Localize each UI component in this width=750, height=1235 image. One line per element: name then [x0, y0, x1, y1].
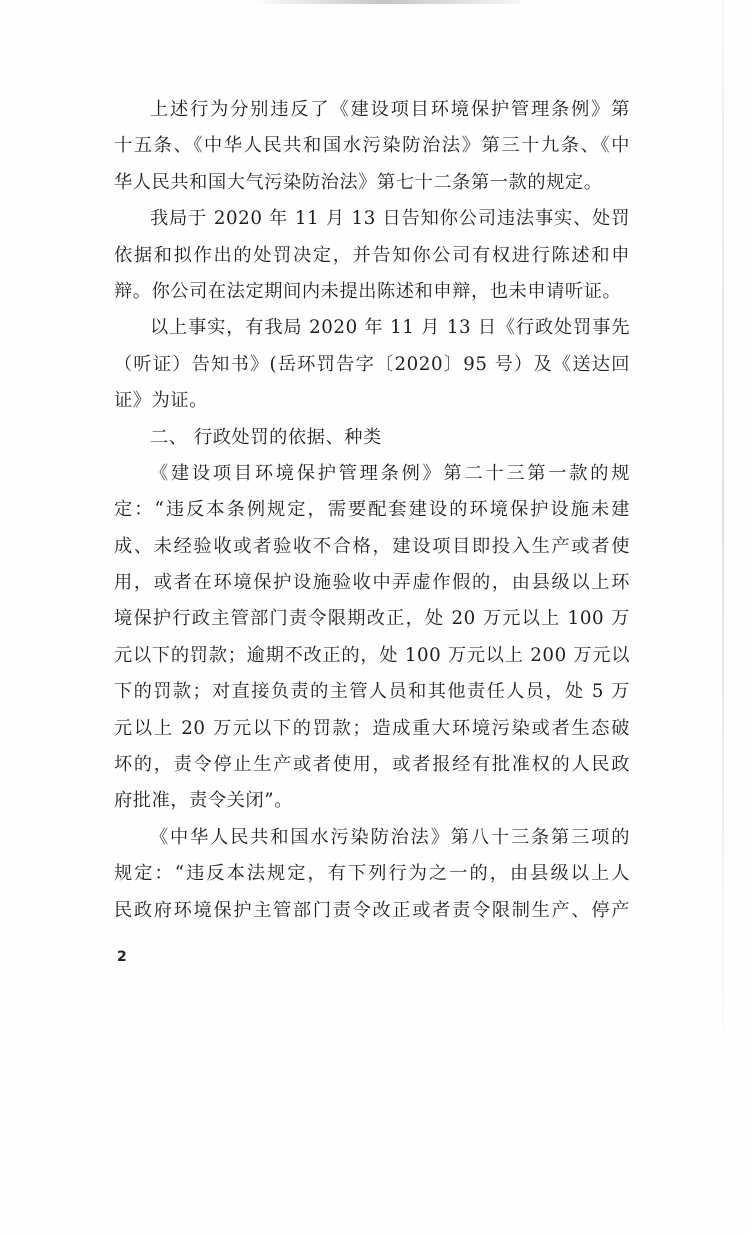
text-line: 十五条、《中华人民共和国水污染防治法》第三十九条、《中: [114, 135, 630, 157]
text-line: 上述行为分别违反了《建设项目环境保护管理条例》第: [150, 99, 630, 120]
page-number: 2: [117, 949, 127, 965]
text-line: 用，或者在环境保护设施验收中弄虚作假的，由县级以上环: [114, 572, 630, 594]
text-line: 规定：“违反本法规定，有下列行为之一的，由县级以上人: [114, 863, 630, 885]
text-line: 元以下的罚款；逾期不改正的，处 100 万元以上 200 万元以: [114, 644, 630, 666]
text-line: 坏的，责令停止生产或者使用，或者报经有批准权的人民政: [114, 754, 630, 776]
text-line: 依据和拟作出的处罚决定，并告知你公司有权进行陈述和申: [114, 244, 630, 266]
text-line: 民政府环境保护主管部门责令改正或者责令限制生产、停产: [114, 899, 630, 921]
text-line: 元以上 20 万元以下的罚款；造成重大环境污染或者生态破: [114, 717, 630, 739]
page-edge-shadow: [722, 0, 724, 1030]
text-line: 定：“违反本条例规定，需要配套建设的环境保护设施未建: [114, 499, 630, 521]
text-line: 下的罚款；对直接负责的主管人员和其他责任人员，处 5 万: [114, 681, 630, 703]
text-line: 境保护行政主管部门责令限期改正，处 20 万元以上 100 万: [114, 608, 630, 630]
text-line: 《中华人民共和国水污染防治法》第八十三条第三项的: [150, 826, 630, 848]
text-line: 成、未经验收或者验收不合格，建设项目即投入生产或者使: [114, 535, 630, 557]
text-line: 证》为证。: [114, 390, 208, 412]
document-body: [114, 92, 630, 929]
scan-artifact: [250, 0, 520, 4]
text-line: （听证）告知书》(岳环罚告字〔2020〕95 号）及《送达回: [114, 353, 630, 375]
text-line: 以上事实，有我局 2020 年 11 月 13 日《行政处罚事先: [150, 317, 630, 339]
text-line: 辩。你公司在法定期间内未提出陈述和申辩，也未申请听证。: [114, 280, 622, 302]
text-line: 府批准，责令关闭”。: [114, 790, 293, 812]
text-line: 《建设项目环境保护管理条例》第二十三第一款的规: [150, 462, 630, 484]
text-line: 华人民共和国大气污染防治法》第七十二条第一款的规定。: [114, 171, 603, 193]
text-line: 我局于 2020 年 11 月 13 日告知你公司违法事实、处罚: [150, 208, 630, 230]
section-heading: 二、 行政处罚的依据、种类: [150, 426, 382, 448]
